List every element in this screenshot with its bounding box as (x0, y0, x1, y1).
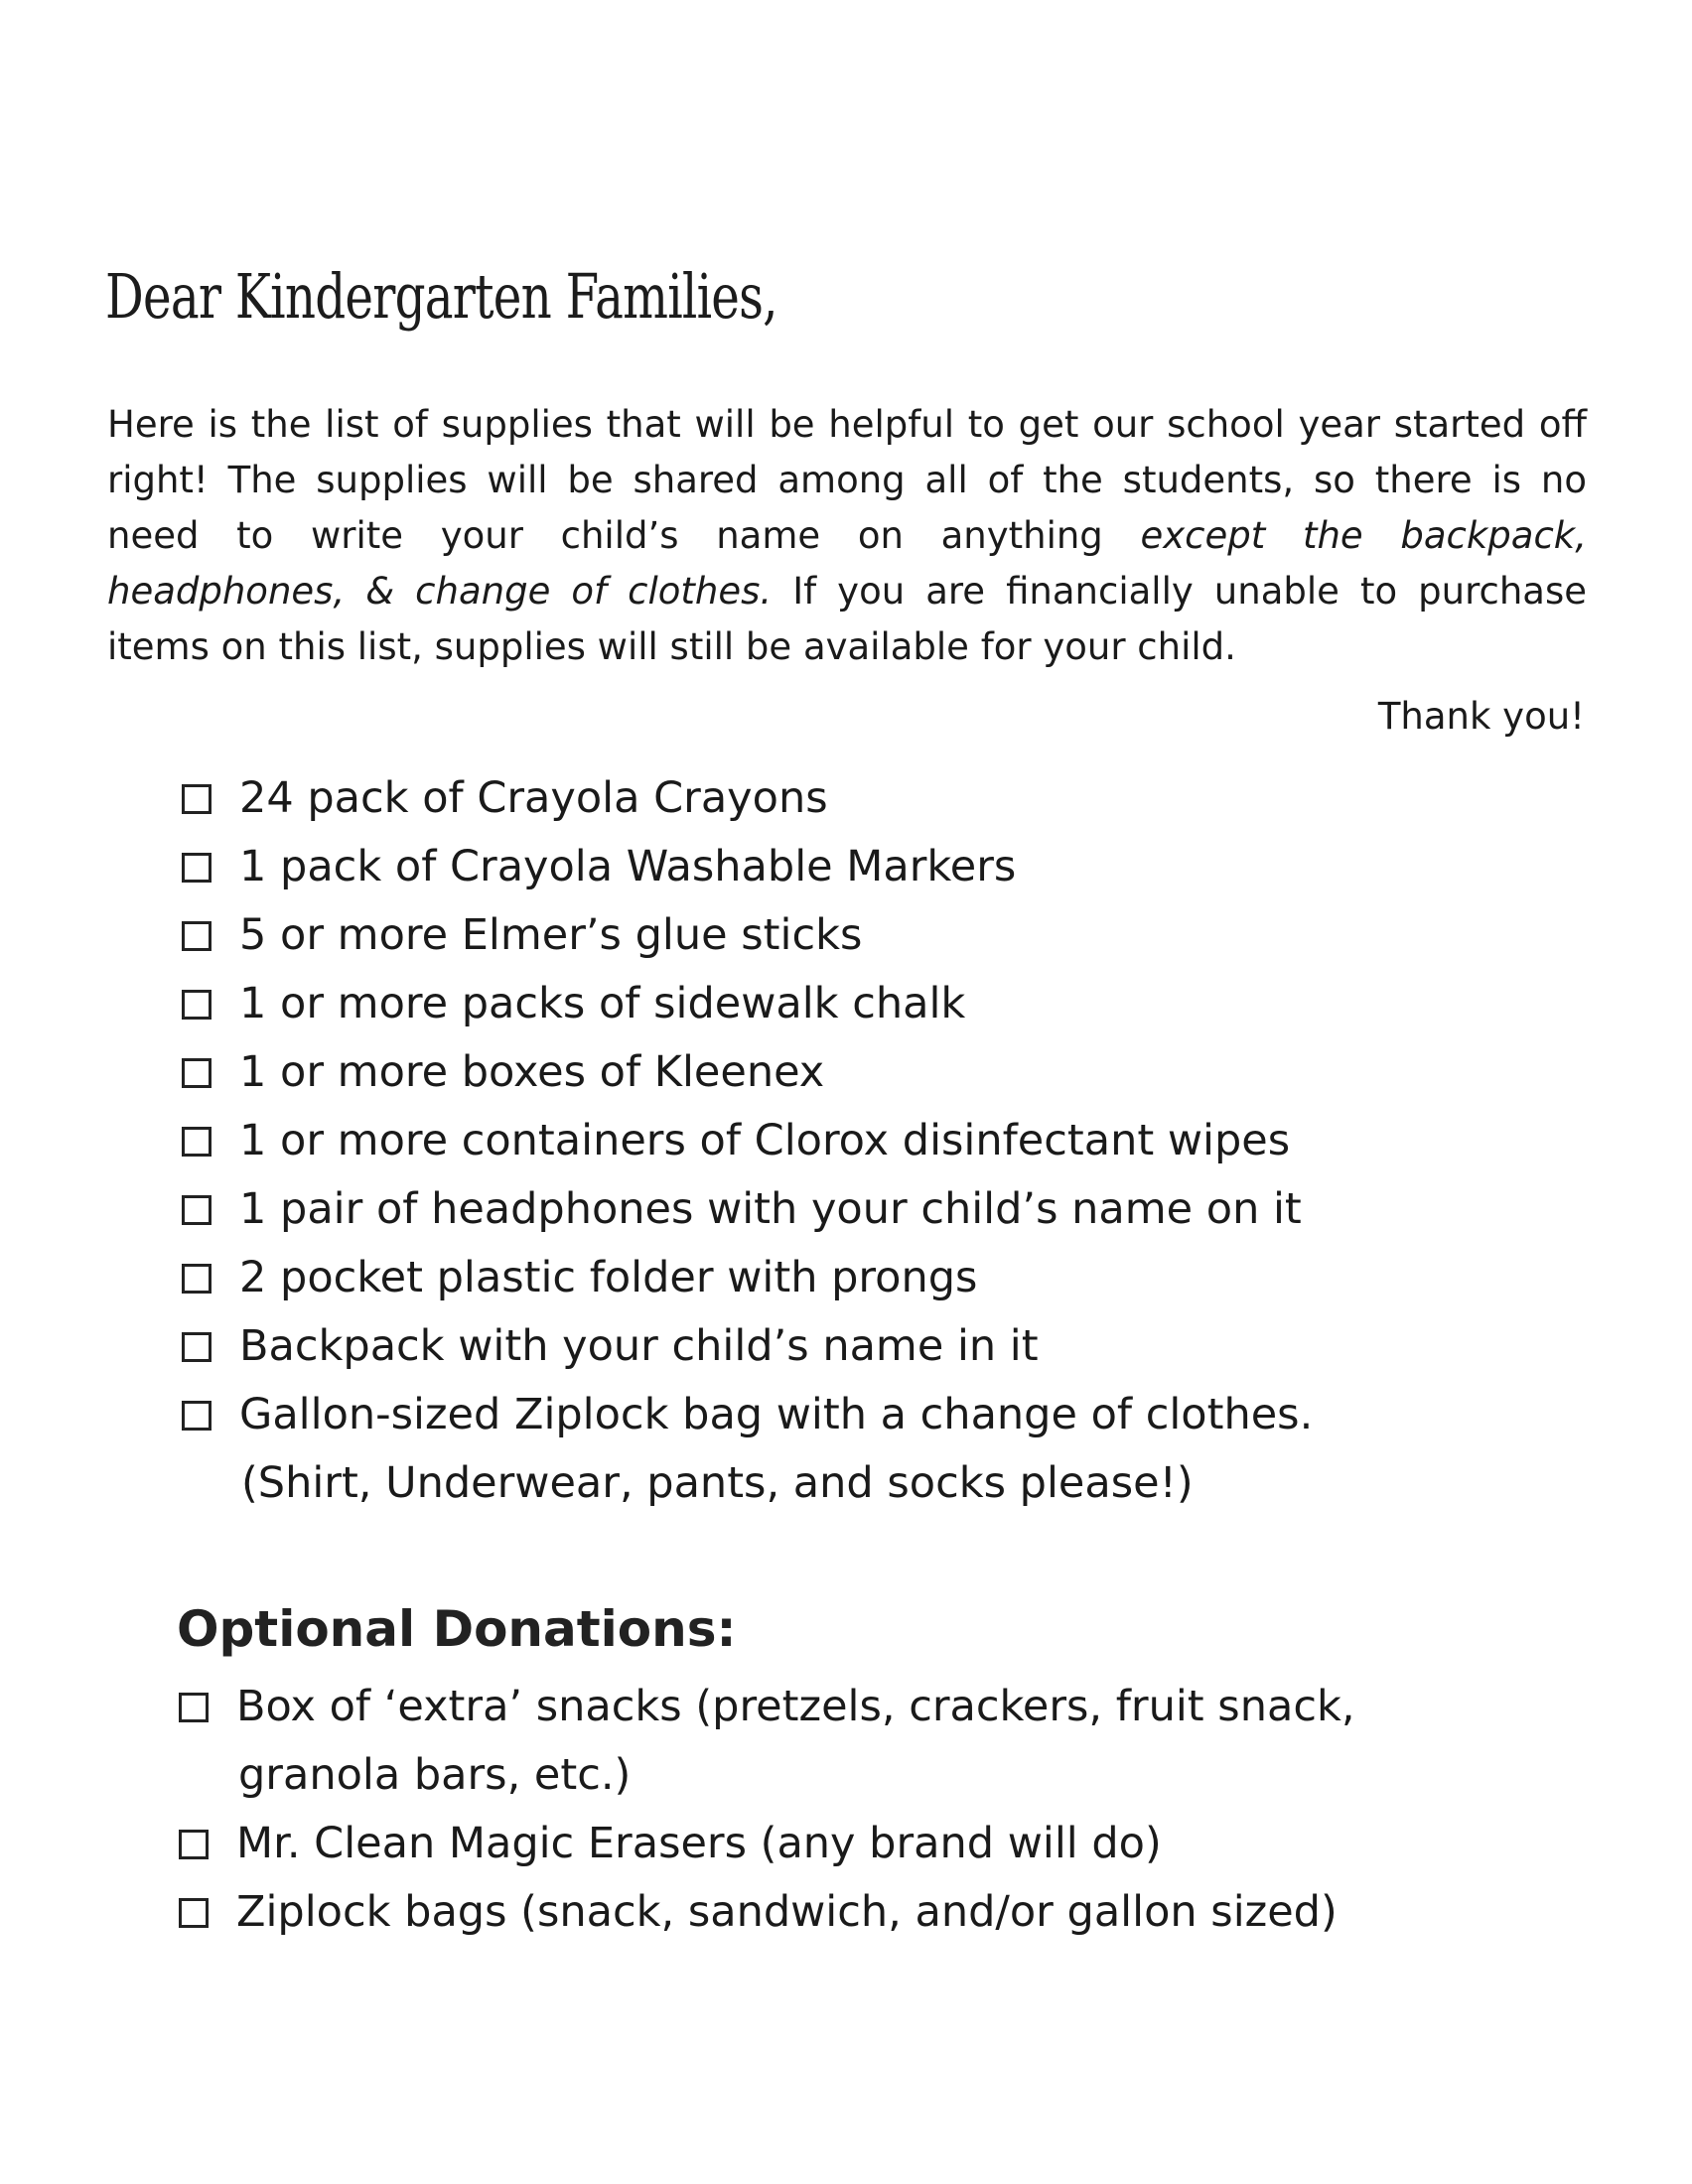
checklist-item-continuation: granola bars, etc.) (238, 1750, 632, 1800)
intro-emphasis: except the backpack, (1140, 514, 1587, 557)
checkbox-icon[interactable] (182, 1058, 212, 1088)
checklist-item-label: Gallon-sized Ziplock bag with a change of clothes. (239, 1390, 1314, 1439)
checkbox-icon[interactable] (182, 921, 212, 951)
checkbox-icon[interactable] (182, 990, 212, 1020)
checkbox-icon[interactable] (179, 1693, 209, 1722)
checklist-item-label: Ziplock bags (snack, sandwich, and/or gallon sized) (236, 1887, 1338, 1937)
checklist-item (182, 764, 1313, 833)
supply-checklist (182, 764, 1313, 1518)
intro-line: Here is the list of supplies that will be helpful to get our school year started off (107, 403, 1587, 446)
salutation: Dear Kindergarten Families, (105, 260, 777, 333)
checklist-item (182, 833, 1313, 901)
checklist-item (179, 1673, 1355, 1810)
checkbox-icon[interactable] (179, 1830, 209, 1859)
thank-you-note: Thank you! (1377, 695, 1585, 738)
donation-checklist (179, 1673, 1355, 1947)
checkbox-icon[interactable] (182, 784, 212, 814)
checklist-item (179, 1810, 1355, 1878)
checklist-item-label: 2 pocket plastic folder with prongs (239, 1253, 978, 1302)
checklist-item-label: 1 or more boxes of Kleenex (239, 1047, 825, 1097)
checkbox-icon[interactable] (182, 1401, 212, 1431)
checklist-item-continuation: (Shirt, Underwear, pants, and socks please!) (241, 1458, 1194, 1508)
checklist-item-label: 1 pack of Crayola Washable Markers (239, 842, 1017, 891)
checklist-item-label: Backpack with your child’s name in it (239, 1321, 1039, 1371)
checkbox-icon[interactable] (182, 1264, 212, 1294)
intro-emphasis: headphones, & change of clothes. (107, 570, 773, 613)
intro-line (107, 508, 1587, 564)
checklist-item (182, 901, 1313, 970)
checklist-item (182, 1244, 1313, 1312)
checkbox-icon[interactable] (179, 1898, 209, 1928)
checklist-item (182, 1038, 1313, 1107)
checkbox-icon[interactable] (182, 1332, 212, 1362)
optional-donations-heading: Optional Donations: (177, 1600, 737, 1658)
checkbox-icon[interactable] (182, 1195, 212, 1225)
checklist-item (179, 1878, 1355, 1947)
checklist-item (182, 1175, 1313, 1244)
intro-paragraph (107, 397, 1587, 675)
intro-line: right! The supplies will be shared among all of the students, so there is no (107, 459, 1587, 501)
checklist-item (182, 1312, 1313, 1381)
checkbox-icon[interactable] (182, 853, 212, 883)
intro-text: If you are financially unable to purchase (792, 570, 1587, 613)
checkbox-icon[interactable] (182, 1127, 212, 1157)
checklist-item-label: 5 or more Elmer’s glue sticks (239, 910, 863, 960)
checklist-item-label: Mr. Clean Magic Erasers (any brand will do) (236, 1819, 1162, 1868)
checklist-item (182, 970, 1313, 1038)
intro-text: need to write your child’s name on anything (107, 514, 1103, 557)
checklist-item-label: 24 pack of Crayola Crayons (239, 773, 828, 823)
checklist-item (182, 1107, 1313, 1175)
checklist-item-label: 1 or more packs of sidewalk chalk (239, 979, 966, 1028)
checklist-item-label: 1 or more containers of Clorox disinfectant wipes (239, 1116, 1291, 1165)
intro-line: items on this list, supplies will still be available for your child. (107, 625, 1236, 668)
checklist-item-label: 1 pair of headphones with your child’s name on it (239, 1184, 1302, 1234)
checklist-item-label: Box of ‘extra’ snacks (pretzels, crackers, fruit snack, (236, 1682, 1355, 1731)
checklist-item (182, 1381, 1313, 1518)
intro-line (107, 564, 1587, 619)
